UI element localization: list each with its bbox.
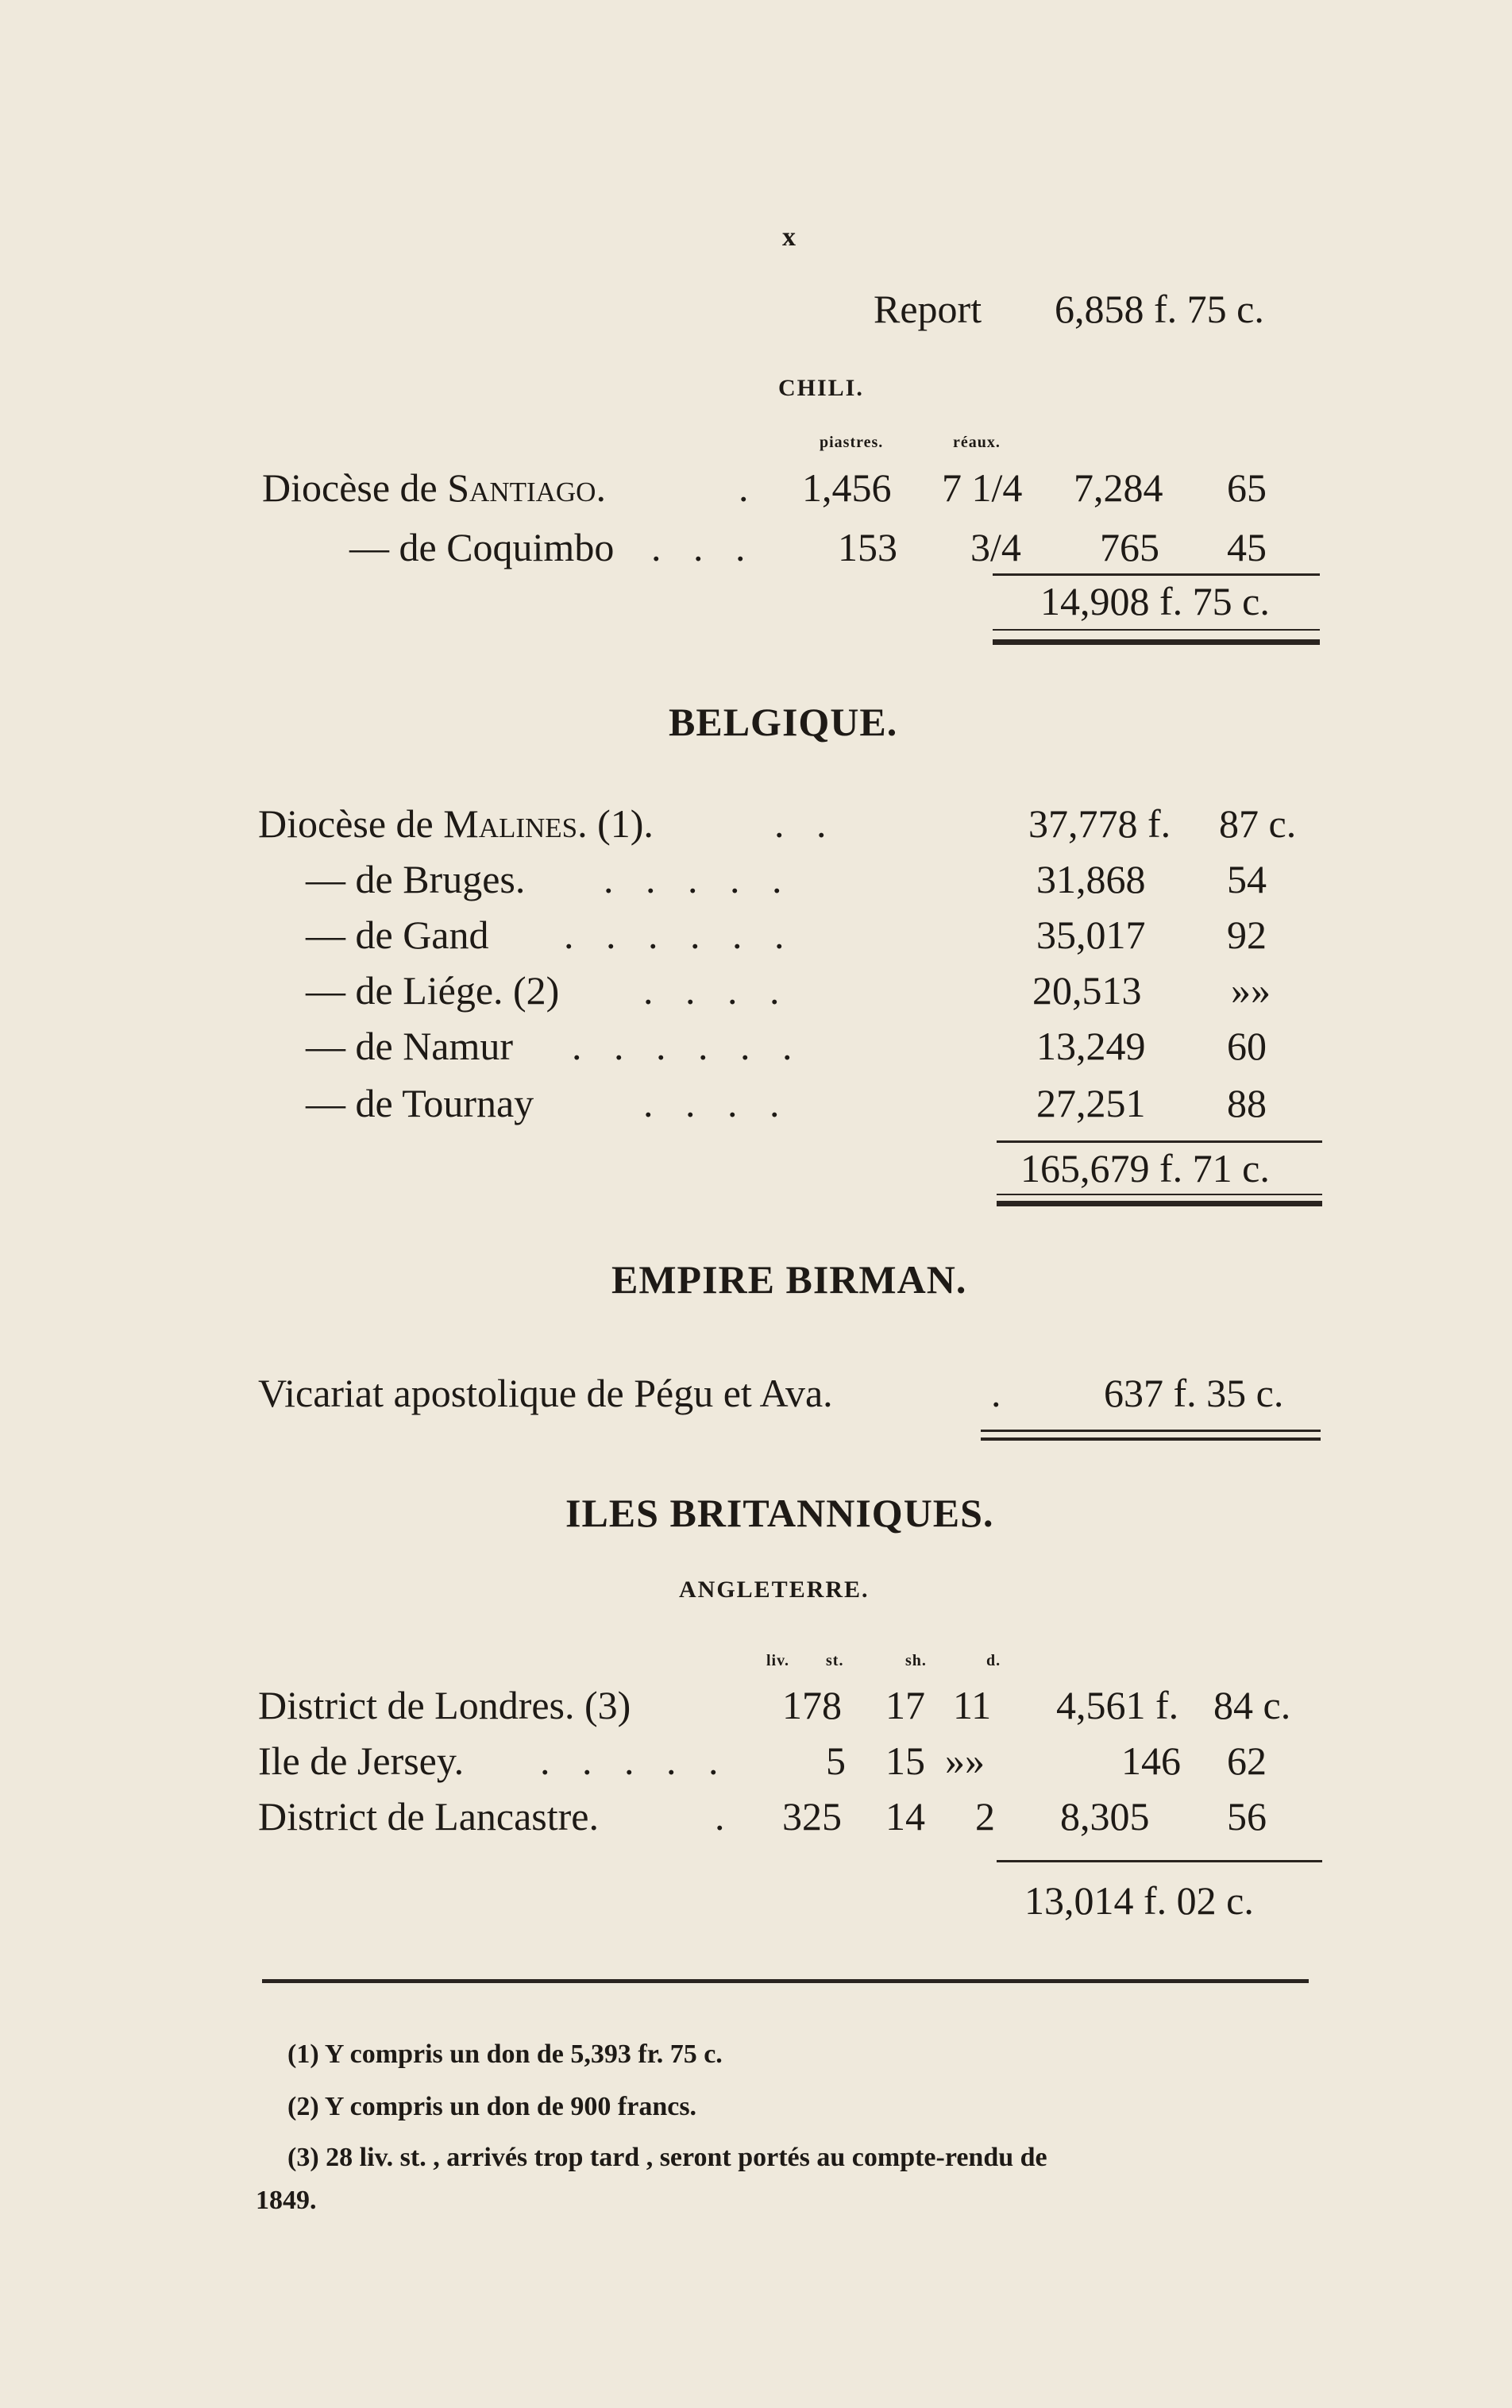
subtotal-rule — [997, 1140, 1322, 1143]
row-francs: 146 — [1121, 1738, 1181, 1783]
row-sh: 17 — [885, 1683, 925, 1727]
section-heading-chili: CHILI. — [778, 375, 864, 401]
row-dots: . . . . . . — [572, 1024, 804, 1068]
col-header-d: d. — [986, 1652, 1001, 1669]
row-label-name: Malines. — [443, 801, 588, 846]
row-dots: . — [715, 1794, 725, 1839]
section-heading-belgique: BELGIQUE. — [669, 700, 898, 744]
row-piastres: 153 — [838, 525, 897, 569]
section-heading-birman: EMPIRE BIRMAN. — [611, 1257, 967, 1302]
row-centimes: 84 c. — [1213, 1683, 1291, 1727]
total-rule — [997, 1194, 1322, 1195]
row-label: District de Lancastre. — [258, 1794, 599, 1839]
row-francs: 35,017 — [1036, 913, 1146, 957]
footnote: (1) Y compris un don de 5,393 fr. 75 c. — [287, 2039, 723, 2069]
page-number: x — [782, 222, 796, 252]
section-divider — [993, 639, 1320, 645]
row-piastres: 1,456 — [802, 465, 892, 510]
section-divider — [997, 1201, 1322, 1206]
subtotal-rule — [997, 1860, 1322, 1862]
row-label: Diocèse de — [258, 801, 434, 846]
row-reaux: 7 1/4 — [942, 465, 1023, 510]
row-centimes: 92 — [1227, 913, 1267, 957]
section-divider — [981, 1437, 1321, 1441]
row-centimes: 60 — [1227, 1024, 1267, 1068]
footnote-separator — [262, 1979, 1309, 1983]
row-centimes: »» — [1231, 968, 1271, 1013]
row-dots: . — [991, 1371, 1001, 1415]
col-header-liv: liv. — [766, 1652, 790, 1669]
row-label: District de Londres. — [258, 1683, 575, 1727]
row-francs: 8,305 — [1060, 1794, 1150, 1839]
row-label: Ile de Jersey. — [258, 1738, 465, 1783]
row-note: (1). — [597, 801, 654, 846]
row-francs: 37,778 f. — [1028, 801, 1171, 846]
row-label: — de Bruges. — [306, 857, 526, 901]
row-d: 2 — [975, 1794, 995, 1839]
footnote: 1849. — [256, 2186, 317, 2215]
row-francs: 31,868 — [1036, 857, 1146, 901]
row-centimes: 87 c. — [1219, 801, 1297, 846]
row-centimes: 62 — [1227, 1738, 1267, 1783]
footnote: (2) Y compris un don de 900 francs. — [287, 2092, 697, 2121]
report-label: Report — [874, 287, 982, 331]
row-note: (2) — [513, 968, 560, 1013]
row-d: »» — [945, 1738, 985, 1783]
row-francs: 7,284 — [1074, 465, 1163, 510]
row-amount: 637 f. 35 c. — [1104, 1371, 1284, 1415]
row-dots: . . — [774, 801, 838, 846]
row-liv: 178 — [782, 1683, 842, 1727]
iles-total: 13,014 f. 02 c. — [1024, 1878, 1254, 1923]
row-centimes: 56 — [1227, 1794, 1267, 1839]
row-francs: 27,251 — [1036, 1081, 1146, 1125]
col-header-reaux: réaux. — [953, 434, 1001, 451]
row-francs: 765 — [1100, 525, 1159, 569]
row-label: — de Liége. — [306, 968, 503, 1013]
row-note: (3) — [584, 1683, 631, 1727]
total-rule — [993, 629, 1320, 631]
row-centimes: 54 — [1227, 857, 1267, 901]
report-amount: 6,858 f. 75 c. — [1055, 287, 1264, 331]
row-francs: 4,561 f. — [1056, 1683, 1179, 1727]
row-label: — de Gand — [306, 913, 489, 957]
row-dots: . . . — [651, 525, 757, 569]
row-francs: 13,249 — [1036, 1024, 1146, 1068]
row-label: — de Coquimbo — [349, 525, 615, 569]
row-label-name: Santiago. — [447, 465, 606, 510]
chili-total: 14,908 f. 75 c. — [1040, 579, 1270, 623]
row-reaux: 3/4 — [970, 525, 1021, 569]
row-dots: . . . . . — [540, 1738, 730, 1783]
section-heading-iles: ILES BRITANNIQUES. — [565, 1491, 994, 1535]
row-label: — de Tournay — [306, 1081, 534, 1125]
row-liv: 5 — [826, 1738, 846, 1783]
row-centimes: 45 — [1227, 525, 1267, 569]
col-header-piastres: piastres. — [820, 434, 884, 451]
row-dots: . . . . . — [604, 857, 793, 901]
row-dots: . . . . . . — [564, 913, 796, 957]
row-label: Vicariat apostolique de Pégu et Ava. — [258, 1371, 833, 1415]
section-divider — [981, 1430, 1321, 1432]
row-sh: 15 — [885, 1738, 925, 1783]
section-subheading-angleterre: ANGLETERRE. — [679, 1576, 870, 1603]
row-sh: 14 — [885, 1794, 925, 1839]
row-francs: 20,513 — [1032, 968, 1142, 1013]
row-d: 11 — [953, 1683, 992, 1727]
row-dots: . . . . — [643, 1081, 791, 1125]
row-dots: . . . . — [643, 968, 791, 1013]
row-liv: 325 — [782, 1794, 842, 1839]
row-label: — de Namur — [306, 1024, 514, 1068]
col-header-st: st. — [826, 1652, 844, 1669]
subtotal-rule — [993, 573, 1320, 576]
row-label: Diocèse de — [262, 465, 438, 510]
col-header-sh: sh. — [905, 1652, 927, 1669]
belgique-total: 165,679 f. 71 c. — [1020, 1146, 1270, 1190]
row-centimes: 65 — [1227, 465, 1267, 510]
row-dots: . — [739, 465, 749, 510]
row-centimes: 88 — [1227, 1081, 1267, 1125]
footnote: (3) 28 liv. st. , arrivés trop tard , seront portés au compte-rendu de — [287, 2143, 1047, 2172]
